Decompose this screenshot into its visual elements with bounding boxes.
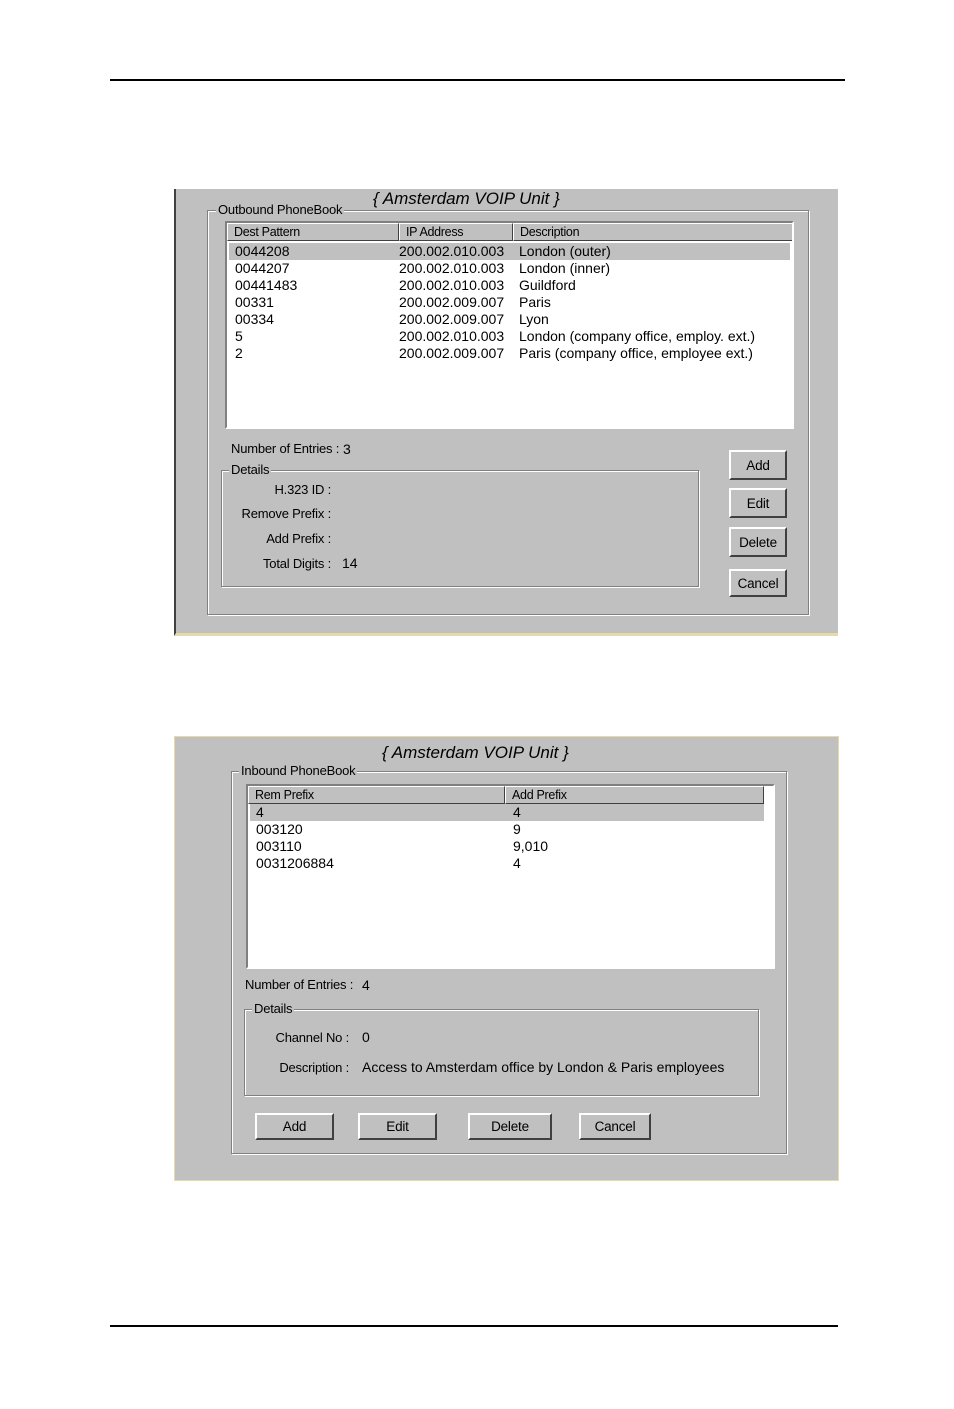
- cell-pattern: 00331: [235, 294, 274, 310]
- column-header-dest-pattern[interactable]: Dest Pattern: [227, 223, 399, 241]
- table-row[interactable]: [250, 855, 764, 872]
- cell-ip: 200.002.010.003: [399, 328, 505, 344]
- table-row[interactable]: [250, 821, 764, 838]
- inbound-phonebook-label: Inbound PhoneBook: [241, 763, 356, 778]
- cell-rem-prefix: 003120: [256, 821, 303, 837]
- outbound-entries-label: Number of Entries :: [231, 441, 340, 456]
- table-row[interactable]: [229, 294, 790, 311]
- cell-rem-prefix: 0031206884: [256, 855, 334, 871]
- cell-rem-prefix: 003110: [256, 838, 302, 854]
- outbound-details-label: Details: [231, 462, 270, 477]
- outbound-window-title: { Amsterdam VOIP Unit }: [373, 189, 560, 208]
- total-digits-label: Total Digits :: [262, 556, 331, 571]
- outbound-entries-value: 3: [343, 441, 351, 457]
- add-prefix-label: Add Prefix :: [266, 531, 331, 546]
- bottom-rule: [110, 1325, 838, 1327]
- cell-ip: 200.002.009.007: [399, 294, 505, 310]
- cell-ip: 200.002.010.003: [399, 260, 505, 276]
- outbound-phonebook-window: [174, 189, 838, 636]
- table-row[interactable]: [229, 243, 790, 260]
- cell-add-prefix: 4: [513, 855, 521, 871]
- inbound-cancel-button[interactable]: Cancel: [579, 1113, 651, 1140]
- cell-add-prefix: 9,010: [513, 838, 549, 854]
- cell-ip: 200.002.009.007: [399, 311, 505, 327]
- column-header-add-prefix[interactable]: Add Prefix: [505, 786, 764, 804]
- inbound-edit-button[interactable]: Edit: [358, 1113, 437, 1140]
- cell-pattern: 5: [235, 328, 243, 344]
- outbound-cancel-button[interactable]: Cancel: [729, 569, 787, 597]
- cell-ip: 200.002.010.003: [399, 277, 505, 293]
- table-row[interactable]: [229, 328, 790, 345]
- cell-desc: London (outer): [519, 243, 611, 259]
- outbound-phonebook-label: Outbound PhoneBook: [218, 202, 343, 217]
- cell-ip: 200.002.010.003: [399, 243, 505, 259]
- cell-add-prefix: 4: [513, 804, 521, 820]
- table-row[interactable]: [250, 804, 764, 821]
- table-row[interactable]: [229, 260, 790, 277]
- inbound-details-label: Details: [254, 1001, 293, 1016]
- column-header-description[interactable]: Description: [513, 223, 793, 241]
- remove-prefix-label: Remove Prefix :: [241, 506, 331, 521]
- h323-id-label: H.323 ID :: [274, 482, 331, 497]
- cell-pattern: 0044208: [235, 243, 290, 259]
- inbound-add-button[interactable]: Add: [255, 1113, 334, 1140]
- cell-desc: Guildford: [519, 277, 576, 293]
- description-value: Access to Amsterdam office by London & Paris employees: [362, 1059, 725, 1075]
- cell-pattern: 0044207: [235, 260, 290, 276]
- table-row[interactable]: [229, 277, 790, 294]
- cell-desc: London (company office, employ. ext.): [519, 328, 756, 344]
- cell-desc: Paris (company office, employee ext.): [519, 345, 753, 361]
- cell-pattern: 00334: [235, 311, 274, 327]
- outbound-add-button[interactable]: Add: [729, 450, 787, 480]
- cell-desc: London (inner): [519, 260, 611, 276]
- cell-add-prefix: 9: [513, 821, 521, 837]
- column-header-ip-address[interactable]: IP Address: [399, 223, 513, 241]
- top-rule: [110, 79, 845, 81]
- outbound-edit-button[interactable]: Edit: [729, 488, 787, 518]
- cell-rem-prefix: 4: [256, 804, 264, 820]
- table-row[interactable]: [250, 838, 764, 855]
- table-row[interactable]: [229, 311, 790, 328]
- description-label: Description :: [279, 1060, 349, 1075]
- cell-pattern: 00441483: [235, 277, 298, 293]
- table-row[interactable]: [229, 345, 790, 362]
- total-digits-value: 14: [342, 555, 358, 571]
- column-header-rem-prefix[interactable]: Rem Prefix: [248, 786, 505, 804]
- inbound-delete-button[interactable]: Delete: [468, 1113, 552, 1140]
- cell-pattern: 2: [235, 345, 243, 361]
- outbound-delete-button[interactable]: Delete: [729, 527, 787, 557]
- channel-no-label: Channel No :: [275, 1030, 349, 1045]
- cell-desc: Paris: [519, 294, 551, 310]
- inbound-phonebook-window: [174, 736, 839, 1181]
- cell-desc: Lyon: [519, 311, 549, 327]
- inbound-entries-value: 4: [362, 977, 370, 993]
- inbound-window-title: { Amsterdam VOIP Unit }: [382, 743, 569, 762]
- inbound-entries-label: Number of Entries :: [245, 977, 354, 992]
- inbound-details-group: [244, 1009, 759, 1096]
- cell-ip: 200.002.009.007: [399, 345, 505, 361]
- channel-no-value: 0: [362, 1029, 370, 1045]
- inbound-phonebook-list[interactable]: [246, 784, 775, 969]
- outbound-phonebook-list[interactable]: [225, 221, 794, 429]
